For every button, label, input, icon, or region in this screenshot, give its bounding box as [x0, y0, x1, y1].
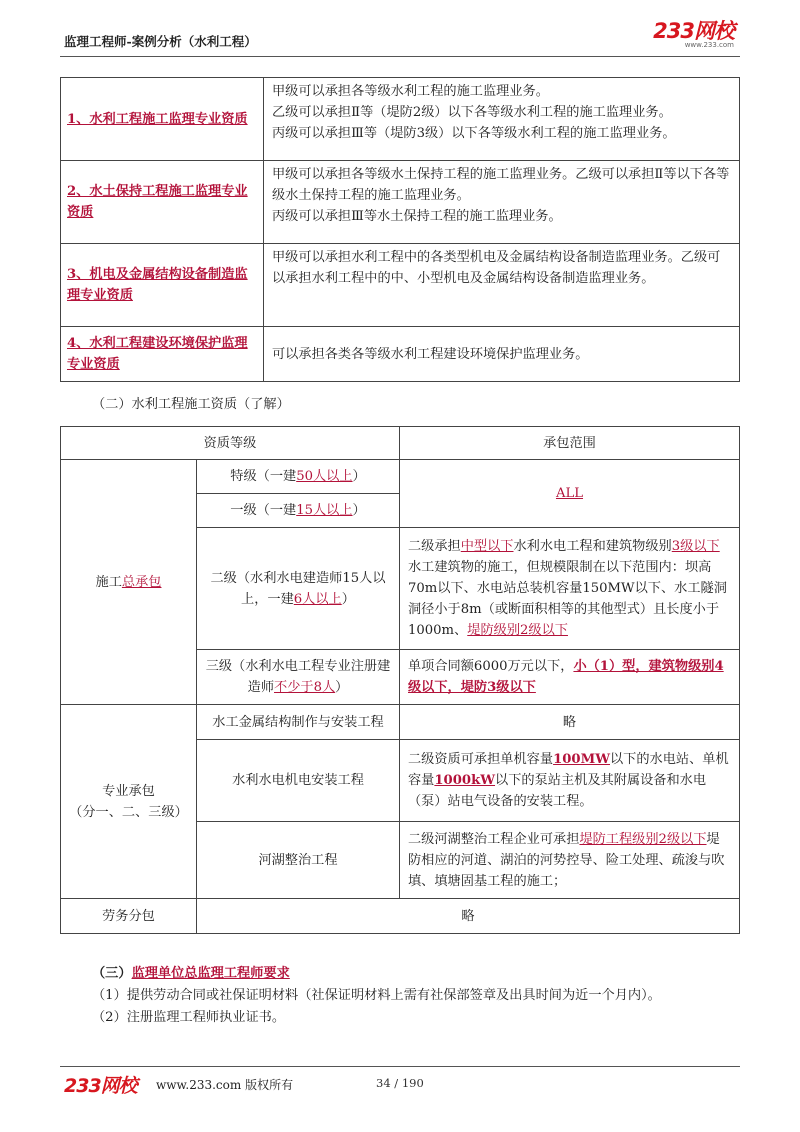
page-header — [60, 18, 740, 57]
table-row — [61, 705, 740, 740]
qualification-name: 4、水利工程建设环境保护监理专业资质 — [61, 327, 264, 382]
requirement-item-2: （2）注册监理工程师执业证书。 — [92, 1010, 286, 1025]
qualification-scope: 可以承担各类各等级水利工程建设环境保护监理业务。 — [264, 327, 740, 382]
requirement-item-1: （1）提供劳动合同或社保证明材料（社保证明材料上需有社保部签章及出具时间为近一个月内）。 — [92, 988, 661, 1003]
copyright-text: www.233.com 版权所有 — [156, 1078, 294, 1092]
specialty-contract-label: 专业承包 （分一、二、三级） — [61, 705, 197, 899]
section-2-heading: （二）水利工程施工资质（了解） — [92, 397, 290, 412]
table-header-row — [61, 427, 740, 460]
table-row — [61, 244, 740, 327]
column-header-scope: 承包范围 — [400, 427, 740, 460]
qualification-scope: 甲级可以承担水利工程中的各类型机电及金属结构设备制造监理业务。乙级可以承担水利工程中的中、小型机电及金属结构设备制造监理业务。 — [264, 244, 740, 327]
general-contract-label: 施工总承包 — [61, 460, 197, 705]
specialty-name: 水利水电机电安装工程 — [197, 740, 400, 822]
specialty-scope: 二级河湖整治工程企业可承担堤防工程级别2级以下堤防相应的河道、湖泊的河势控导、险工处理、疏浚与吹填、填塘固基工程的施工； — [400, 822, 740, 899]
column-header-level: 资质等级 — [61, 427, 400, 460]
qualification-name: 3、机电及金属结构设备制造监理专业资质 — [61, 244, 264, 327]
labor-subcontract-scope: 略 — [197, 899, 740, 934]
special-grade: 特级（一建50人以上） — [197, 460, 400, 494]
qualification-name: 2、水土保持工程施工监理专业资质 — [61, 161, 264, 244]
specialty-scope: 略 — [400, 705, 740, 740]
third-grade: 三级（水利水电工程专业注册建造师不少于8人） — [197, 650, 400, 705]
table-row — [61, 78, 740, 161]
brand-logo — [653, 20, 734, 49]
document-title: 监理工程师-案例分析（水利工程） — [64, 34, 257, 49]
first-grade: 一级（一建15人以上） — [197, 494, 400, 528]
second-grade-scope: 二级承担中型以下水利水电工程和建筑物级别3级以下水工建筑物的施工，但规模限制在以下范围内：坝高70m以下、水电站总装机容量150MW以下、水工隧洞洞径小于8m（或断面积相等的其他型式）且长度小于1000m、堤防级别2级以下 — [400, 528, 740, 650]
footer-logo: 233网校 — [64, 1075, 137, 1097]
table-row — [61, 327, 740, 382]
construction-qualification-table — [60, 426, 740, 934]
table-row — [61, 161, 740, 244]
qualification-scope: 甲级可以承担各等级水土保持工程的施工监理业务。乙级可以承担Ⅱ等以下各等级水土保持工程的施工监理业务。 丙级可以承担Ⅲ等水土保持工程的施工监理业务。 — [264, 161, 740, 244]
specialty-name: 水工金属结构制作与安装工程 — [197, 705, 400, 740]
section-3-heading: （三）监理单位总监理工程师要求 — [92, 966, 290, 981]
logo-mark: 233网校 — [653, 19, 734, 43]
supervision-qualification-table — [60, 77, 740, 382]
table-row — [61, 460, 740, 494]
specialty-scope: 二级资质可承担单机容量100MW以下的水电站、单机容量1000kW以下的泵站主机及其附属设备和水电（泵）站电气设备的安装工程。 — [400, 740, 740, 822]
third-grade-scope: 单项合同额6000万元以下，小（1）型，建筑物级别4级以下，堤防3级以下 — [400, 650, 740, 705]
top-grade-scope: ALL — [400, 460, 740, 528]
qualification-name: 1、水利工程施工监理专业资质 — [61, 78, 264, 161]
page-footer — [60, 1066, 740, 1097]
labor-subcontract-label: 劳务分包 — [61, 899, 197, 934]
qualification-scope: 甲级可以承担各等级水利工程的施工监理业务。 乙级可以承担Ⅱ等（堤防2级）以下各等级水利工程的施工监理业务。 丙级可以承担Ⅲ等（堤防3级）以下各等级水利工程的施工监理业务。 — [264, 78, 740, 161]
specialty-name: 河湖整治工程 — [197, 822, 400, 899]
table-row — [61, 899, 740, 934]
logo-url: www.233.com — [684, 41, 734, 49]
second-grade: 二级（水利水电建造师15人以上，一建6人以上） — [197, 528, 400, 650]
page-number: 34 / 190 — [376, 1076, 424, 1090]
